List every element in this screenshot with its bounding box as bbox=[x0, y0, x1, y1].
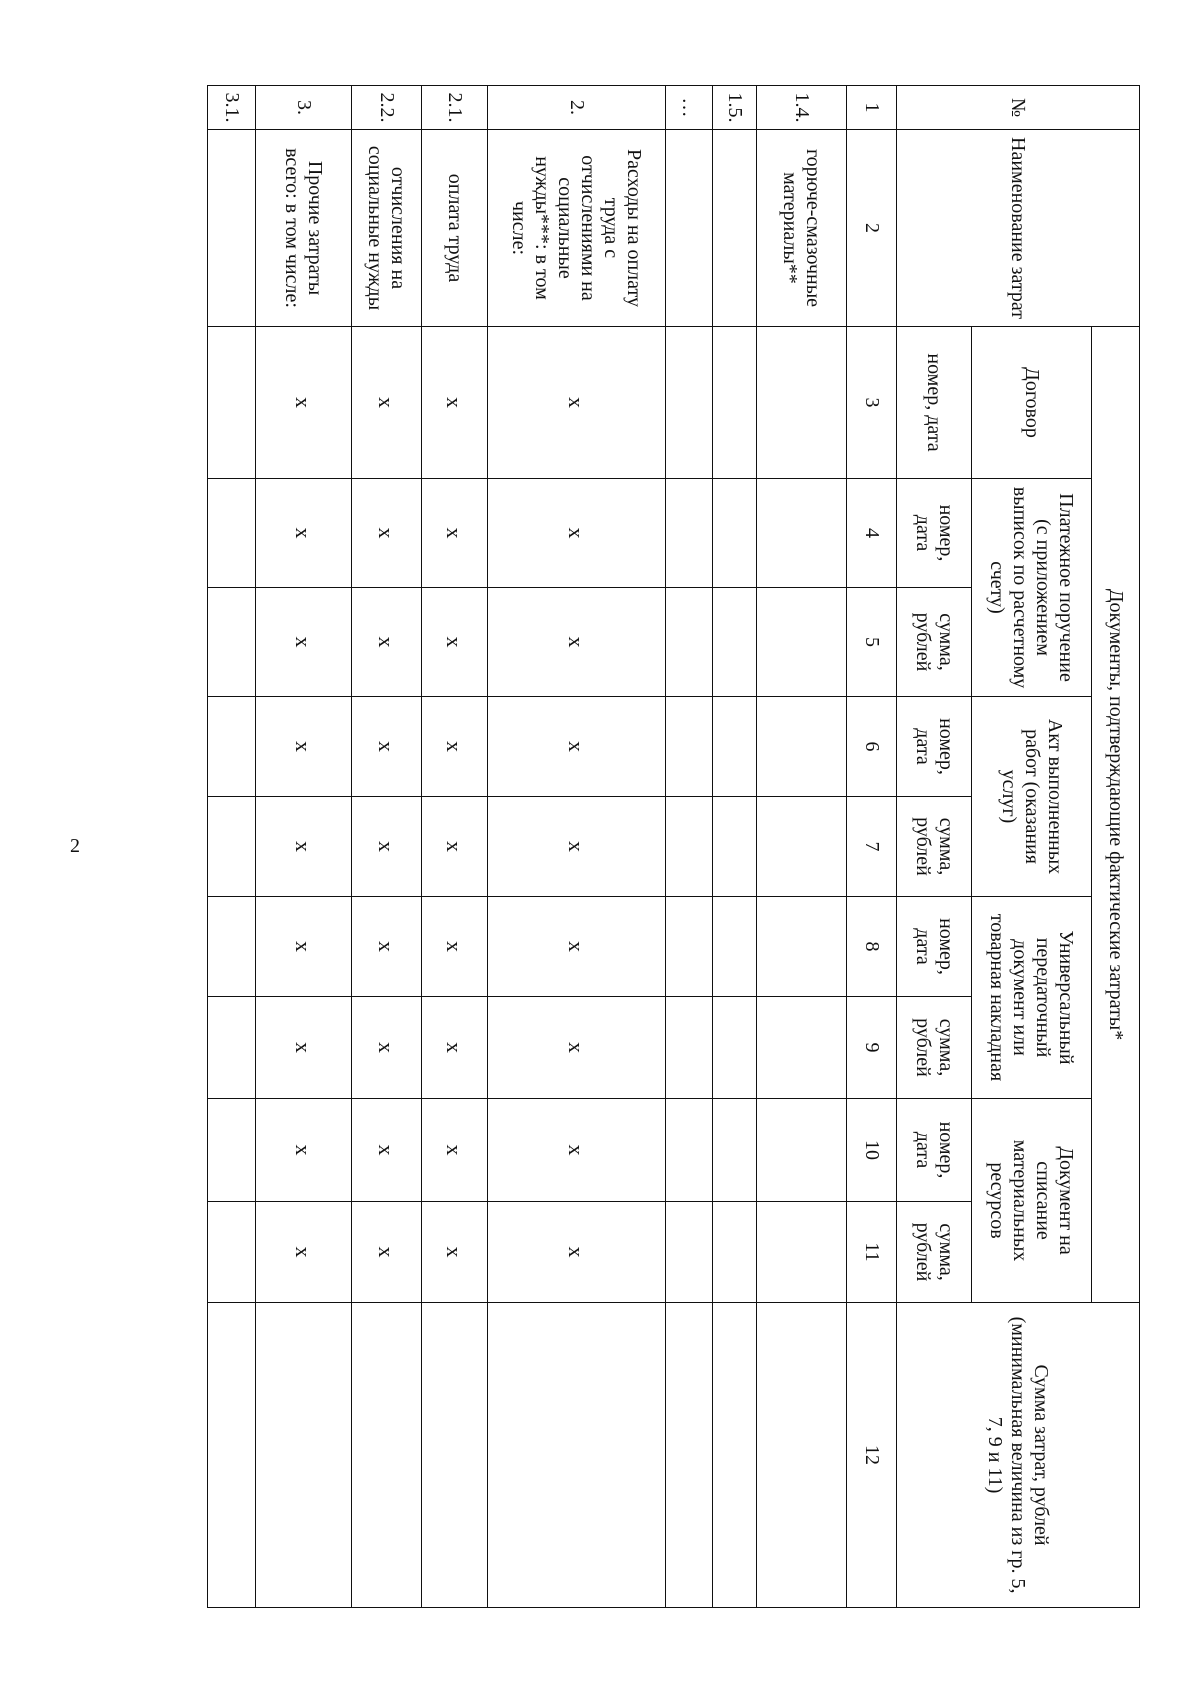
row-name: Расходы на оплату труда с отчислениями на социальные нужды***: в том числе: bbox=[488, 130, 666, 327]
row-name: отчисления на социальные нужды bbox=[352, 130, 422, 327]
row-name bbox=[713, 130, 757, 327]
cross-mark: x bbox=[422, 1202, 488, 1303]
cross-mark: x bbox=[256, 697, 352, 797]
cross-mark: x bbox=[422, 327, 488, 479]
cross-mark: x bbox=[256, 1202, 352, 1303]
table-cell bbox=[757, 1099, 847, 1202]
table-row bbox=[352, 86, 422, 1608]
cross-mark: x bbox=[352, 479, 422, 588]
header-docs: Документы, подтверждающие фактические затраты* bbox=[1092, 327, 1140, 1303]
subheader-num-date: номер, дата bbox=[897, 479, 972, 588]
header-upd: Универсальный передаточный документ или товарная накладная bbox=[972, 897, 1092, 1099]
table-cell bbox=[666, 479, 713, 588]
table-cell bbox=[256, 1303, 352, 1608]
table-cell bbox=[757, 997, 847, 1099]
table-cell bbox=[208, 897, 256, 997]
table-cell bbox=[713, 697, 757, 797]
row-name: горюче-смазочные материалы** bbox=[757, 130, 847, 327]
cross-mark: x bbox=[256, 997, 352, 1099]
header-act: Акт выполненных работ (оказания услуг) bbox=[972, 697, 1092, 897]
table-cell bbox=[713, 479, 757, 588]
table-cell bbox=[208, 1303, 256, 1608]
cross-mark: x bbox=[488, 897, 666, 997]
cross-mark: x bbox=[422, 1099, 488, 1202]
table-cell bbox=[757, 1303, 847, 1608]
header-writeoff: Документ на списание материальных ресурсов bbox=[972, 1099, 1092, 1303]
column-number: 6 bbox=[847, 697, 897, 797]
subheader-sum: сумма, рублей bbox=[897, 997, 972, 1099]
table-cell bbox=[666, 997, 713, 1099]
row-number: 1.5. bbox=[713, 86, 757, 130]
table-cell bbox=[666, 897, 713, 997]
column-number: 5 bbox=[847, 588, 897, 697]
header-name: Наименование затрат bbox=[897, 130, 1140, 327]
subheader-num-date: номер, дата bbox=[897, 697, 972, 797]
subheader-num-date: номер, дата bbox=[897, 1099, 972, 1202]
column-number: 3 bbox=[847, 327, 897, 479]
cross-mark: x bbox=[256, 1099, 352, 1202]
cross-mark: x bbox=[488, 797, 666, 897]
table-cell bbox=[713, 797, 757, 897]
header-payment: Платежное поручение (с приложением выписок по расчетному счету) bbox=[972, 479, 1092, 697]
header-row-1 bbox=[1092, 86, 1140, 1608]
cross-mark: x bbox=[422, 797, 488, 897]
header-contract: Договор bbox=[972, 327, 1092, 479]
subheader-sum: сумма, рублей bbox=[897, 797, 972, 897]
table-row bbox=[713, 86, 757, 1608]
cross-mark: x bbox=[352, 327, 422, 479]
subheader-sum: сумма, рублей bbox=[897, 588, 972, 697]
table-cell bbox=[713, 897, 757, 997]
column-number: 8 bbox=[847, 897, 897, 997]
table-cell bbox=[208, 797, 256, 897]
cross-mark: x bbox=[352, 797, 422, 897]
cross-mark: x bbox=[488, 327, 666, 479]
table-cell bbox=[666, 1202, 713, 1303]
column-number: 1 bbox=[847, 86, 897, 130]
cross-mark: x bbox=[256, 479, 352, 588]
row-number: … bbox=[666, 86, 713, 130]
row-name: Прочие затраты всего: в том числе: bbox=[256, 130, 352, 327]
cross-mark: x bbox=[488, 697, 666, 797]
table-cell bbox=[713, 1099, 757, 1202]
row-number: 1.4. bbox=[757, 86, 847, 130]
table-cell bbox=[757, 588, 847, 697]
cross-mark: x bbox=[422, 697, 488, 797]
cross-mark: x bbox=[352, 997, 422, 1099]
cross-mark: x bbox=[256, 797, 352, 897]
row-number: 2.2. bbox=[352, 86, 422, 130]
table-cell bbox=[713, 327, 757, 479]
table-cell bbox=[757, 697, 847, 797]
subheader-num-date: номер, дата bbox=[897, 897, 972, 997]
cross-mark: x bbox=[422, 897, 488, 997]
table-cell bbox=[713, 997, 757, 1099]
costs-table bbox=[207, 85, 1140, 1608]
column-number: 2 bbox=[847, 130, 897, 327]
cross-mark: x bbox=[352, 588, 422, 697]
table-cell bbox=[488, 1303, 666, 1608]
row-number: 3. bbox=[256, 86, 352, 130]
table-cell bbox=[713, 1202, 757, 1303]
cross-mark: x bbox=[422, 588, 488, 697]
cross-mark: x bbox=[488, 479, 666, 588]
cross-mark: x bbox=[352, 697, 422, 797]
table-cell bbox=[208, 697, 256, 797]
table-cell bbox=[208, 479, 256, 588]
table-cell bbox=[208, 327, 256, 479]
subheader-contract-num-date: номер, дата bbox=[897, 327, 972, 479]
row-name bbox=[666, 130, 713, 327]
table-cell bbox=[757, 327, 847, 479]
table-cell bbox=[208, 997, 256, 1099]
table-cell bbox=[208, 588, 256, 697]
row-number: 2.1. bbox=[422, 86, 488, 130]
cross-mark: x bbox=[422, 479, 488, 588]
table-cell bbox=[208, 1202, 256, 1303]
table-row bbox=[666, 86, 713, 1608]
table-cell bbox=[666, 1303, 713, 1608]
table-cell bbox=[666, 697, 713, 797]
cross-mark: x bbox=[422, 997, 488, 1099]
cross-mark: x bbox=[352, 1202, 422, 1303]
column-number: 12 bbox=[847, 1303, 897, 1608]
cross-mark: x bbox=[256, 327, 352, 479]
table-cell bbox=[757, 1202, 847, 1303]
cross-mark: x bbox=[488, 997, 666, 1099]
page-number: 2 bbox=[70, 835, 80, 857]
cross-mark: x bbox=[352, 1099, 422, 1202]
cross-mark: x bbox=[488, 588, 666, 697]
table-cell bbox=[666, 327, 713, 479]
column-number: 9 bbox=[847, 997, 897, 1099]
table-cell bbox=[713, 588, 757, 697]
table-cell bbox=[352, 1303, 422, 1608]
column-number: 10 bbox=[847, 1099, 897, 1202]
table-cell bbox=[713, 1303, 757, 1608]
table-row bbox=[256, 86, 352, 1608]
row-name bbox=[208, 130, 256, 327]
cross-mark: x bbox=[352, 897, 422, 997]
table-cell bbox=[757, 897, 847, 997]
table-cell bbox=[666, 1099, 713, 1202]
row-name: оплата труда bbox=[422, 130, 488, 327]
cross-mark: x bbox=[256, 588, 352, 697]
rotated-table-frame bbox=[124, 85, 1140, 1607]
table-cell bbox=[208, 1099, 256, 1202]
table-cell bbox=[757, 479, 847, 588]
cross-mark: x bbox=[256, 897, 352, 997]
column-number: 4 bbox=[847, 479, 897, 588]
row-number: 2. bbox=[488, 86, 666, 130]
row-number: 3.1. bbox=[208, 86, 256, 130]
header-no: № bbox=[897, 86, 1140, 130]
table-cell bbox=[757, 797, 847, 897]
table-row bbox=[488, 86, 666, 1608]
table-row bbox=[422, 86, 488, 1608]
column-number-row bbox=[847, 86, 897, 1608]
header-sum-total: Сумма затрат, рублей (минимальная величина из гр. 5, 7, 9 и 11) bbox=[897, 1303, 1140, 1608]
table-row bbox=[757, 86, 847, 1608]
cross-mark: x bbox=[488, 1202, 666, 1303]
table-row bbox=[208, 86, 256, 1608]
cross-mark: x bbox=[488, 1099, 666, 1202]
rotated-table-wrapper bbox=[124, 85, 1140, 1607]
subheader-sum: сумма, рублей bbox=[897, 1202, 972, 1303]
table-cell bbox=[422, 1303, 488, 1608]
table-cell bbox=[666, 588, 713, 697]
table-cell bbox=[666, 797, 713, 897]
column-number: 11 bbox=[847, 1202, 897, 1303]
column-number: 7 bbox=[847, 797, 897, 897]
